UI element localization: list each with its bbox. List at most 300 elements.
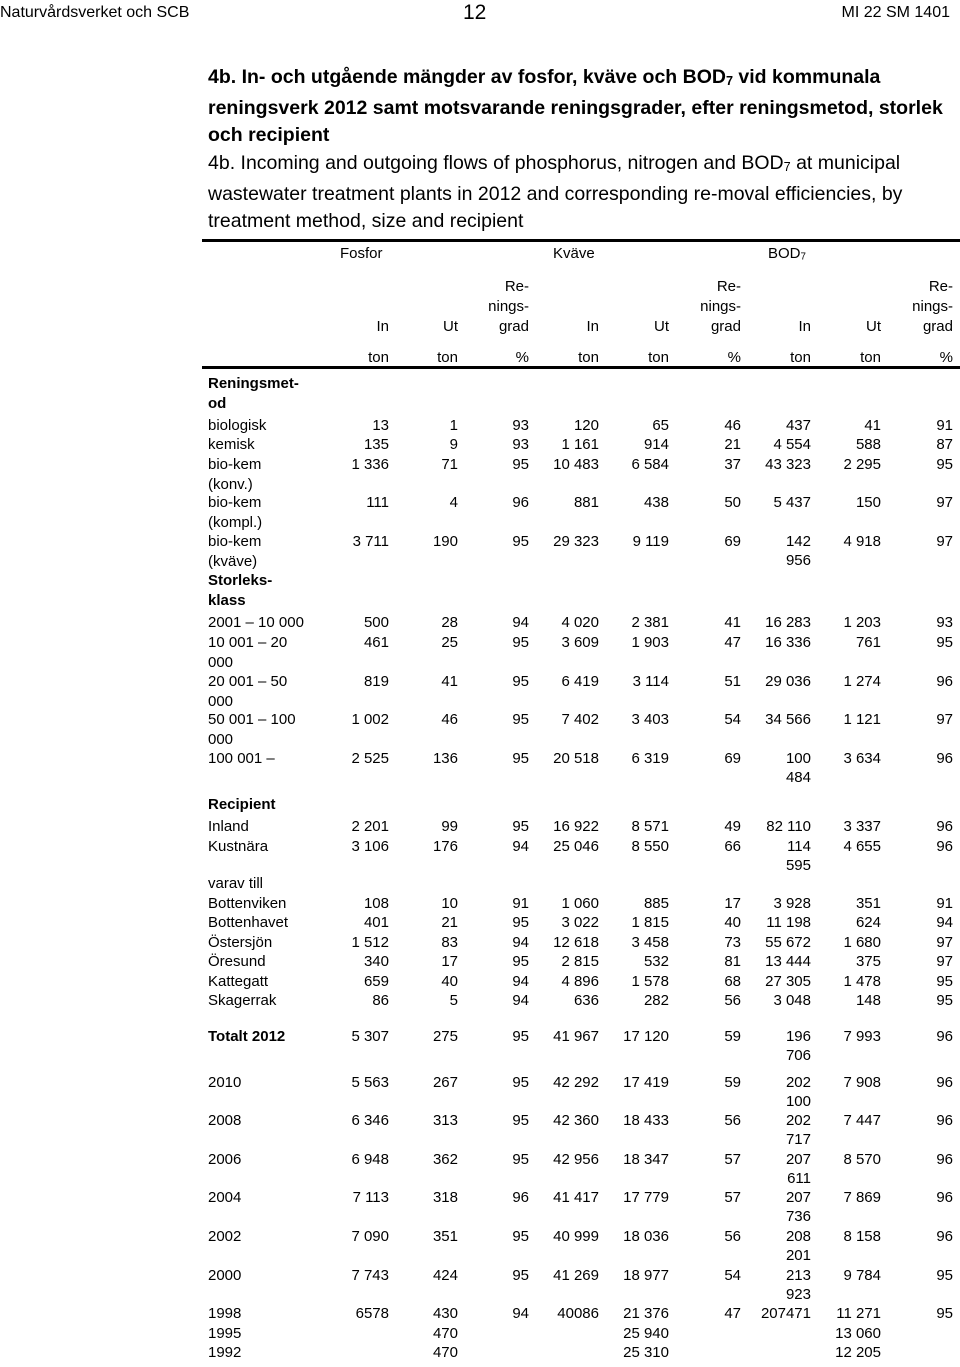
unit-label: ton — [368, 349, 389, 366]
table-cell: 761 — [855, 634, 881, 651]
table-cell: 42 360 — [553, 1112, 599, 1129]
table-cell: 3 609 — [561, 634, 599, 651]
column-header-reningsgrad: grad — [498, 318, 529, 335]
table-cell: 6578 — [355, 1305, 389, 1322]
table-cell: 208 201 — [785, 1228, 811, 1264]
row-label: 100 001 – — [208, 750, 275, 767]
table-cell: 148 — [855, 992, 881, 1009]
table-cell: 41 — [441, 673, 458, 690]
row-label: bio-kem (konv.) — [208, 456, 262, 493]
table-cell: 94 — [512, 992, 529, 1009]
table-top-rule — [202, 239, 960, 242]
unit-label: ton — [437, 349, 458, 366]
table-cell: 401 — [363, 914, 389, 931]
group-header-bod: $BOD_7$ — [768, 245, 806, 263]
table-cell: 3 106 — [351, 838, 389, 855]
report-code: MI 22 SM 1401 — [841, 4, 950, 21]
table-cell: 93 — [512, 417, 529, 434]
table-cell: 430 — [432, 1305, 458, 1322]
row-label: 2001 – 10 000 — [208, 614, 304, 631]
table-cell: 659 — [363, 973, 389, 990]
table-cell: 91 — [936, 895, 953, 912]
table-cell: 424 — [432, 1267, 458, 1284]
table-cell: 819 — [363, 673, 389, 690]
table-cell: 6 584 — [631, 456, 669, 473]
table-cell: 461 — [363, 634, 389, 651]
column-header-reningsgrad: nings- — [488, 298, 529, 315]
table-cell: 94 — [512, 838, 529, 855]
table-cell: 87 — [936, 436, 953, 453]
table-cell: 375 — [855, 953, 881, 970]
table-cell: 17 — [441, 953, 458, 970]
table-cell: 40 — [724, 914, 741, 931]
table-cell: 267 — [432, 1074, 458, 1091]
table-cell: 95 — [936, 456, 953, 473]
table-cell: 1 903 — [631, 634, 669, 651]
table-cell: 57 — [724, 1151, 741, 1168]
table-cell: 54 — [724, 1267, 741, 1284]
table-cell: 111 — [366, 494, 389, 511]
table-cell: 16 922 — [553, 818, 599, 835]
column-header-reningsgrad: nings- — [700, 298, 741, 315]
table-cell: 438 — [643, 494, 669, 511]
table-cell: 37 — [724, 456, 741, 473]
table-cell: 914 — [643, 436, 669, 453]
table-cell: 532 — [643, 953, 669, 970]
table-cell: 13 444 — [765, 953, 811, 970]
table-cell: 318 — [432, 1189, 458, 1206]
table-cell: 120 — [573, 417, 599, 434]
table-cell: 4 020 — [561, 614, 599, 631]
table-title-swedish: 4b. In- och utgående mängder av fosfor, kväve och $BOD_7$ vid kommunala reningsverk 2012 samt motsvarande reningsgrader, efter reningsmetod, storlek och recipient — [208, 66, 943, 146]
row-label: 2010 — [208, 1074, 242, 1091]
column-header-reningsgrad: grad — [710, 318, 741, 335]
table-cell: 8 571 — [631, 818, 669, 835]
table-cell: 95 — [512, 750, 529, 767]
row-label: Totalt 2012 — [208, 1028, 286, 1045]
table-cell: 41 — [864, 417, 881, 434]
table-cell: 7 090 — [351, 1228, 389, 1245]
table-cell: 351 — [855, 895, 881, 912]
table-cell: 7 743 — [351, 1267, 389, 1284]
table-cell: 2 201 — [351, 818, 389, 835]
table-cell: 190 — [432, 533, 458, 550]
table-cell: 96 — [936, 1189, 953, 1206]
row-label: Öresund — [208, 953, 266, 970]
table-cell: 71 — [441, 456, 458, 473]
table-cell: 95 — [512, 533, 529, 550]
table-cell: 7 993 — [843, 1028, 881, 1045]
table-cell: 213 923 — [785, 1267, 811, 1303]
table-cell: 9 784 — [843, 1267, 881, 1284]
unit-label: % — [727, 349, 741, 366]
table-cell: 94 — [512, 934, 529, 951]
table-cell: 68 — [724, 973, 741, 990]
column-header-in: In — [798, 318, 811, 335]
table-cell: 41 417 — [553, 1189, 599, 1206]
table-cell: 12 205 — [835, 1344, 881, 1361]
table-cell: 95 — [512, 1112, 529, 1129]
table-cell: 96 — [936, 673, 953, 690]
table-cell: 13 — [372, 417, 389, 434]
table-cell: 6 419 — [561, 673, 599, 690]
row-label: 2000 — [208, 1267, 242, 1284]
table-cell: 43 323 — [765, 456, 811, 473]
table-cell: 114 595 — [785, 838, 811, 874]
row-label: 2008 — [208, 1112, 242, 1129]
row-label: Inland — [208, 818, 249, 835]
table-cell: 25 046 — [553, 838, 599, 855]
table-cell: 59 — [724, 1074, 741, 1091]
column-header-in: In — [376, 318, 389, 335]
column-header-reningsgrad: nings- — [912, 298, 953, 315]
table-cell: 95 — [512, 1151, 529, 1168]
table-cell: 4 655 — [843, 838, 881, 855]
table-cell: 95 — [512, 711, 529, 728]
table-cell: 136 — [432, 750, 458, 767]
table-cell: 7 402 — [561, 711, 599, 728]
table-cell: 8 550 — [631, 838, 669, 855]
table-cell: 17 120 — [623, 1028, 669, 1045]
table-cell: 47 — [724, 1305, 741, 1322]
table-cell: 196 706 — [785, 1028, 811, 1064]
table-cell: 96 — [936, 1228, 953, 1245]
table-cell: 59 — [724, 1028, 741, 1045]
table-cell: 4 — [449, 494, 458, 511]
table-cell: 636 — [573, 992, 599, 1009]
table-cell: 94 — [512, 1305, 529, 1322]
unit-label: ton — [860, 349, 881, 366]
table-cell: 3 337 — [843, 818, 881, 835]
table-cell: 207471 — [760, 1305, 811, 1322]
column-header-ut: Ut — [654, 318, 669, 335]
table-cell: 150 — [855, 494, 881, 511]
table-cell: 40086 — [557, 1305, 599, 1322]
table-cell: 96 — [936, 750, 953, 767]
table-cell: 65 — [652, 417, 669, 434]
table-cell: 885 — [643, 895, 669, 912]
table-cell: 2 295 — [843, 456, 881, 473]
row-label: Östersjön — [208, 934, 273, 951]
table-cell: 96 — [936, 1151, 953, 1168]
table-cell: 94 — [512, 614, 529, 631]
table-cell: 95 — [512, 673, 529, 690]
table-cell: 207 611 — [785, 1151, 811, 1187]
row-label: Recipient — [208, 796, 276, 813]
table-cell: 142 956 — [785, 533, 811, 569]
table-cell: 3 458 — [631, 934, 669, 951]
table-cell: 95 — [936, 992, 953, 1009]
row-label: varav till — [208, 875, 264, 892]
table-cell: 2 815 — [561, 953, 599, 970]
table-cell: 96 — [936, 1028, 953, 1045]
row-label: bio-kem (kompl.) — [208, 494, 263, 531]
table-cell: 47 — [724, 634, 741, 651]
table-cell: 40 999 — [553, 1228, 599, 1245]
table-cell: 95 — [512, 456, 529, 473]
table-cell: 5 437 — [773, 494, 811, 511]
table-cell: 176 — [432, 838, 458, 855]
table-cell: 96 — [936, 818, 953, 835]
table-cell: 10 483 — [553, 456, 599, 473]
table-cell: 93 — [936, 614, 953, 631]
table-cell: 6 319 — [631, 750, 669, 767]
table-cell: 29 323 — [553, 533, 599, 550]
table-cell: 94 — [936, 914, 953, 931]
unit-label: % — [939, 349, 953, 366]
table-title-english: 4b. Incoming and outgoing flows of phosphorus, nitrogen and $BOD_7$ at municipal wastewater treatment plants in 2012 and corresponding re-moval efficiencies, by treatment method, size and recipient — [208, 152, 903, 232]
table-cell: 41 269 — [553, 1267, 599, 1284]
table-cell: 12 618 — [553, 934, 599, 951]
group-header-fosfor: Fosfor — [340, 245, 383, 262]
table-cell: 29 036 — [765, 673, 811, 690]
table-cell: 97 — [936, 494, 953, 511]
table-cell: 82 110 — [766, 818, 811, 835]
table-cell: 1 203 — [843, 614, 881, 631]
row-label: Kustnära — [208, 838, 269, 855]
row-label: 1995 — [208, 1325, 242, 1342]
table-cell: 21 — [724, 436, 741, 453]
table-cell: 21 376 — [623, 1305, 669, 1322]
table-cell: 27 305 — [765, 973, 811, 990]
table-cell: 202 717 — [785, 1112, 811, 1148]
table-cell: 881 — [573, 494, 599, 511]
row-label: bio-kem (kväve) — [208, 533, 262, 570]
table-cell: 1 121 — [843, 711, 881, 728]
table-cell: 46 — [441, 711, 458, 728]
row-label: Storleks- klass — [208, 572, 273, 609]
table-cell: 5 563 — [351, 1074, 389, 1091]
table-cell: 1 060 — [561, 895, 599, 912]
table-cell: 86 — [372, 992, 389, 1009]
page-header — [0, 1, 960, 28]
table-cell: 4 554 — [773, 436, 811, 453]
table-cell: 11 271 — [836, 1305, 881, 1322]
table-cell: 135 — [363, 436, 389, 453]
table-cell: 1 512 — [351, 934, 389, 951]
table-cell: 41 967 — [553, 1028, 599, 1045]
table-cell: 6 948 — [351, 1151, 389, 1168]
table-cell: 55 672 — [765, 934, 811, 951]
table-cell: 4 896 — [561, 973, 599, 990]
row-label: 50 001 – 100 000 — [208, 711, 296, 748]
table-cell: 96 — [936, 1112, 953, 1129]
table-cell: 3 711 — [352, 533, 389, 550]
table-cell: 18 036 — [623, 1228, 669, 1245]
table-cell: 313 — [432, 1112, 458, 1129]
table-cell: 95 — [512, 1267, 529, 1284]
table-cell: 7 908 — [843, 1074, 881, 1091]
table-cell: 95 — [512, 1228, 529, 1245]
table-cell: 20 518 — [553, 750, 599, 767]
table-cell: 275 — [432, 1028, 458, 1045]
table-cell: 1 161 — [561, 436, 599, 453]
table-cell: 17 419 — [623, 1074, 669, 1091]
table-cell: 28 — [441, 614, 458, 631]
table-cell: 500 — [363, 614, 389, 631]
table-cell: 69 — [724, 750, 741, 767]
table-cell: 351 — [432, 1228, 458, 1245]
column-header-ut: Ut — [443, 318, 458, 335]
table-cell: 100 484 — [785, 750, 811, 786]
row-label: 2006 — [208, 1151, 242, 1168]
table-cell: 25 940 — [623, 1325, 669, 1342]
table-cell: 202 100 — [785, 1074, 811, 1110]
row-label: 2004 — [208, 1189, 242, 1206]
table-cell: 18 347 — [623, 1151, 669, 1168]
group-header-kvave: Kväve — [553, 245, 595, 262]
table-cell: 1 — [449, 417, 458, 434]
column-header-ut: Ut — [866, 318, 881, 335]
table-cell: 49 — [724, 818, 741, 835]
table-cell: 51 — [724, 673, 741, 690]
table-cell: 9 — [449, 436, 458, 453]
row-label: Bottenviken — [208, 895, 287, 912]
row-label: Reningsmet- od — [208, 375, 299, 412]
table-cell: 207 736 — [785, 1189, 811, 1225]
table-cell: 81 — [724, 953, 741, 970]
table-cell: 437 — [785, 417, 811, 434]
column-header-reningsgrad: Re- — [928, 278, 953, 295]
table-cell: 3 634 — [843, 750, 881, 767]
table-cell: 17 — [724, 895, 741, 912]
table-cell: 17 779 — [623, 1189, 669, 1206]
table-cell: 99 — [441, 818, 458, 835]
table-cell: 7 869 — [843, 1189, 881, 1206]
unit-label: ton — [578, 349, 599, 366]
table-cell: 93 — [512, 436, 529, 453]
table-cell: 1 336 — [351, 456, 389, 473]
table-cell: 54 — [724, 711, 741, 728]
table-cell: 96 — [512, 494, 529, 511]
table-cell: 91 — [936, 417, 953, 434]
row-label: 10 001 – 20 000 — [208, 634, 288, 671]
table-cell: 7 113 — [352, 1189, 389, 1206]
table-cell: 41 — [724, 614, 741, 631]
table-cell: 94 — [512, 973, 529, 990]
column-header-in: In — [586, 318, 599, 335]
table-cell: 4 918 — [843, 533, 881, 550]
table-cell: 7 447 — [843, 1112, 881, 1129]
table-cell: 73 — [724, 934, 741, 951]
table-cell: 95 — [512, 1074, 529, 1091]
unit-label: % — [515, 349, 529, 366]
column-header-reningsgrad: Re- — [504, 278, 529, 295]
row-label: 1998 — [208, 1305, 242, 1322]
table-cell: 588 — [855, 436, 881, 453]
table-cell: 8 570 — [843, 1151, 881, 1168]
table-cell: 18 433 — [623, 1112, 669, 1129]
table-cell: 97 — [936, 711, 953, 728]
table-cell: 362 — [432, 1151, 458, 1168]
table-cell: 3 022 — [561, 914, 599, 931]
table-cell: 57 — [724, 1189, 741, 1206]
table-cell: 66 — [724, 838, 741, 855]
row-label: 2002 — [208, 1228, 242, 1245]
row-label: Skagerrak — [208, 992, 277, 1009]
row-label: biologisk — [208, 417, 267, 434]
row-label: kemisk — [208, 436, 255, 453]
table-cell: 5 307 — [351, 1028, 389, 1045]
table-cell: 16 336 — [765, 634, 811, 651]
table-cell: 3 403 — [631, 711, 669, 728]
table-cell: 97 — [936, 953, 953, 970]
table-cell: 1 815 — [631, 914, 669, 931]
row-label: 20 001 – 50 000 — [208, 673, 288, 710]
table-cell: 11 198 — [766, 914, 811, 931]
unit-label: ton — [648, 349, 669, 366]
table-cell: 6 346 — [351, 1112, 389, 1129]
page-number: 12 — [463, 1, 487, 24]
table-cell: 50 — [724, 494, 741, 511]
table-cell: 1 578 — [631, 973, 669, 990]
table-cell: 95 — [936, 973, 953, 990]
table-cell: 2 525 — [351, 750, 389, 767]
table-cell: 40 — [441, 973, 458, 990]
table-cell: 95 — [936, 1305, 953, 1322]
table-cell: 95 — [936, 634, 953, 651]
table-cell: 96 — [512, 1189, 529, 1206]
table-cell: 10 — [441, 895, 458, 912]
publisher-label: Naturvårdsverket och SCB — [0, 4, 190, 21]
table-cell: 95 — [936, 1267, 953, 1284]
row-label: Kattegatt — [208, 973, 269, 990]
table-cell: 18 977 — [623, 1267, 669, 1284]
table-cell: 1 002 — [351, 711, 389, 728]
row-label: 1992 — [208, 1344, 242, 1361]
table-cell: 13 060 — [835, 1325, 881, 1342]
table-cell: 95 — [512, 953, 529, 970]
table-cell: 83 — [441, 934, 458, 951]
table-cell: 56 — [724, 1228, 741, 1245]
table-cell: 42 956 — [553, 1151, 599, 1168]
table-cell: 25 — [441, 634, 458, 651]
table-cell: 5 — [449, 992, 458, 1009]
table-cell: 95 — [512, 818, 529, 835]
table-cell: 282 — [643, 992, 669, 1009]
table-cell: 97 — [936, 934, 953, 951]
table-cell: 3 048 — [773, 992, 811, 1009]
table-header-rule — [202, 366, 960, 369]
table-cell: 56 — [724, 992, 741, 1009]
table-cell: 108 — [363, 895, 389, 912]
table-cell: 96 — [936, 1074, 953, 1091]
table-cell: 3 114 — [632, 673, 669, 690]
table-cell: 46 — [724, 417, 741, 434]
table-cell: 9 119 — [632, 533, 669, 550]
table-cell: 16 283 — [765, 614, 811, 631]
table-cell: 42 292 — [553, 1074, 599, 1091]
table-cell: 96 — [936, 838, 953, 855]
table-cell: 1 478 — [843, 973, 881, 990]
table-cell: 624 — [855, 914, 881, 931]
table-cell: 97 — [936, 533, 953, 550]
table-cell: 95 — [512, 634, 529, 651]
table-cell: 25 310 — [623, 1344, 669, 1361]
table-cell: 470 — [432, 1344, 458, 1361]
table-cell: 56 — [724, 1112, 741, 1129]
table-cell: 470 — [432, 1325, 458, 1342]
table-cell: 95 — [512, 914, 529, 931]
row-label: Bottenhavet — [208, 914, 289, 931]
table-cell: 1 274 — [843, 673, 881, 690]
table-cell: 3 928 — [773, 895, 811, 912]
table-cell: 1 680 — [843, 934, 881, 951]
unit-label: ton — [790, 349, 811, 366]
table-cell: 21 — [441, 914, 458, 931]
table-cell: 2 381 — [631, 614, 669, 631]
column-header-reningsgrad: Re- — [716, 278, 741, 295]
